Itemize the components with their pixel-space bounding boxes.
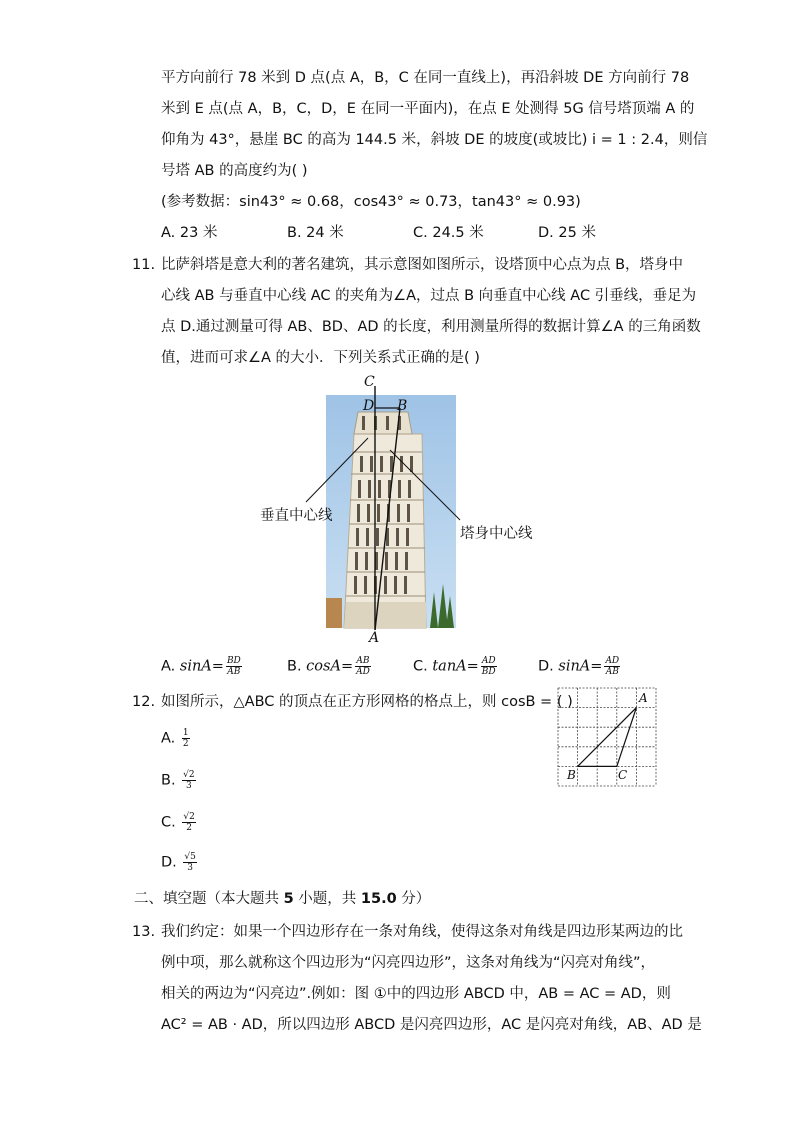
q12-option-c: [161, 812, 196, 833]
q12-option-b-numerator: √2: [183, 770, 195, 780]
q11-option-d: D. sinA= $\frac{AD}{AB}$: [538, 656, 620, 677]
q11-option-c-fn: tanA: [432, 658, 467, 675]
q11-option-d-fraction: [604, 656, 620, 677]
q11-option-c: C. tanA= $\frac{AD}{BD}$: [413, 656, 496, 677]
q12-option-b: [161, 770, 196, 791]
q11-option-a: A. sinA= $\frac{BD}{AB}$: [161, 656, 241, 677]
q11-option-d-denominator: AB: [605, 667, 619, 677]
q11-option-c-prefix: C.: [413, 658, 433, 675]
q12-option-c-fraction: [182, 812, 195, 833]
q12-option-d-prefix: D.: [161, 854, 177, 871]
label-a: A: [369, 630, 380, 646]
label-d: D: [363, 398, 375, 414]
q12-option-d-denominator: 3: [187, 863, 193, 873]
q11-option-a-denominator: AB: [227, 667, 241, 677]
label-vertical-center-line: 垂直中心线: [260, 508, 333, 524]
q12-option-c-denominator: 2: [186, 823, 192, 833]
section-2-title-pre: 二、填空题（本大题共: [134, 891, 284, 907]
q10-option-d: D. 25 米: [538, 225, 596, 241]
q13-number: 13.: [132, 924, 156, 940]
q12-option-d: [161, 852, 197, 873]
q12-option-c-prefix: C.: [161, 814, 176, 831]
grid-label-a: A: [639, 691, 648, 705]
q11-line-2: 心线 AB 与垂直中心线 AC 的夹角为∠A，过点 B 向垂直中心线 AC 引垂线，垂足为: [161, 288, 697, 304]
section-2-score: 15.0: [360, 891, 397, 907]
q11-option-a-numerator: BD: [226, 656, 241, 666]
q11-option-a-prefix: A.: [161, 658, 180, 675]
q12-option-a: [161, 728, 190, 749]
q13-line-1: 我们约定：如果一个四边形存在一条对角线，使得这条对角线是四边形某两边的比: [161, 924, 683, 940]
q10-option-a: A. 23 米: [161, 225, 218, 241]
q10-reference-data: (参考数据：sin43° ≈ 0.68，cos43° ≈ 0.73，tan43° ≈ 0.93): [161, 194, 581, 210]
q10-option-b: B. 24 米: [287, 225, 344, 241]
label-b: B: [397, 398, 408, 414]
q11-number: 11.: [132, 257, 156, 273]
q11-tower-figure: [250, 372, 550, 647]
q12-option-d-numerator: √5: [184, 852, 196, 862]
q12-option-a-prefix: A.: [161, 730, 176, 747]
q10-line-4: 号塔 AB 的高度约为( ): [161, 163, 308, 179]
grid-label-b: B: [567, 768, 576, 782]
q10-option-c: C. 24.5 米: [413, 225, 484, 241]
tower-body: [344, 412, 426, 628]
q12-option-d-fraction: [183, 852, 196, 873]
section-2-title: [134, 889, 430, 909]
q11-option-a-fn: sinA: [179, 658, 212, 675]
section-2-title-mid: 小题，共: [293, 891, 361, 907]
q11-option-a-fraction: [226, 656, 242, 677]
q11-line-1: 比萨斜塔是意大利的著名建筑，其示意图如图所示，设塔顶中心点为点 B，塔身中: [161, 257, 684, 273]
q12-option-b-fraction: [182, 770, 195, 791]
q13-line-2: 例中项，那么就称这个四边形为“闪亮四边形”，这条对角线为“闪亮对角线”，: [161, 955, 656, 971]
label-c: C: [364, 374, 375, 390]
q12-option-a-numerator: 1: [182, 728, 189, 738]
q11-option-d-prefix: D.: [538, 658, 559, 675]
q10-line-1: 平方向前行 78 米到 D 点(点 A，B，C 在同一直线上)，再沿斜坡 DE 方向前行 78: [161, 70, 690, 86]
q12-line-1: 如图所示，△ABC 的顶点在正方形网格的格点上，则 cosB = ( ): [161, 694, 573, 710]
q10-line-3: 仰角为 43°，悬崖 BC 的高为 144.5 米，斜坡 DE 的坡度(或坡比) i = 1 : 2.4，则信: [161, 132, 708, 148]
q11-option-d-numerator: AD: [605, 656, 620, 666]
q10-line-2: 米到 E 点(点 A，B，C，D，E 在同一平面内)，在点 E 处测得 5G 信号塔顶端 A 的: [161, 101, 695, 117]
q11-option-b-numerator: AB: [356, 656, 370, 666]
q13-line-4: AC² = AB · AD，所以四边形 ABCD 是闪亮四边形，AC 是闪亮对角线，AB、AD 是: [161, 1017, 702, 1033]
q12-number: 12.: [132, 694, 156, 710]
label-tower-center-line: 塔身中心线: [460, 526, 533, 542]
grid-label-c: C: [618, 768, 628, 782]
q12-option-a-denominator: 2: [182, 739, 189, 749]
q11-option-b-fraction: [355, 656, 371, 677]
q11-line-3: 点 D.通过测量可得 AB、BD、AD 的长度，利用测量所得的数据计算∠A 的三角函数: [161, 319, 701, 335]
q11-line-4: 值，进而可求∠A 的大小．下列关系式正确的是( ): [161, 350, 480, 366]
q11-option-c-denominator: BD: [481, 667, 496, 677]
q13-line-3: 相关的两边为“闪亮边”.例如：图 ①中的四边形 ABCD 中，AB = AC = AD，则: [161, 986, 671, 1002]
q11-option-b: B. cosA= $\frac{AB}{AD}$: [287, 656, 370, 677]
section-2-count: 5: [283, 891, 294, 907]
triangle-abc: [578, 708, 637, 767]
q11-option-d-fn: sinA: [558, 658, 591, 675]
section-2-title-post: 分）: [396, 891, 431, 907]
q12-grid-figure: [555, 685, 661, 789]
q12-option-b-prefix: B.: [161, 772, 176, 789]
q11-option-b-denominator: AD: [356, 667, 370, 677]
q12-option-b-denominator: 3: [186, 781, 192, 791]
q11-option-c-numerator: AD: [481, 656, 496, 666]
left-building: [326, 598, 342, 628]
q11-option-b-fn: cosA: [306, 658, 341, 675]
q11-option-b-prefix: B.: [287, 658, 307, 675]
q12-option-c-numerator: √2: [183, 812, 195, 822]
q11-option-c-fraction: [481, 656, 497, 677]
q12-option-a-fraction: [182, 728, 190, 749]
